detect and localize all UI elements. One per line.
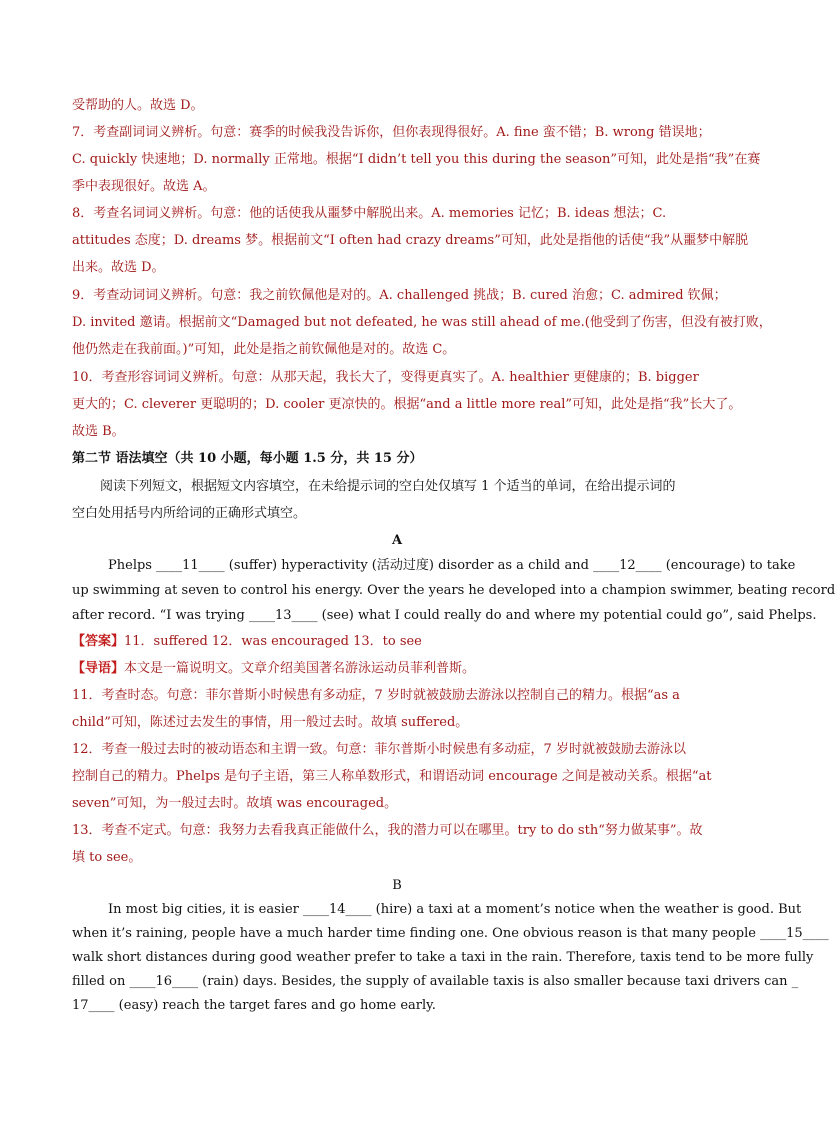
text-line: 更大的；C. cleverer 更聪明的；D. cooler 更凉快的。根据“and a little more real”可知，此处是指“我”长大了。	[72, 397, 742, 412]
answer-tag: 【答案】	[72, 634, 125, 649]
passage-text: 17____ (easy) reach the target fares and go home early.	[72, 998, 436, 1013]
passage-text: In most big cities, it is easier ____14____ (hire) a taxi at a moment’s notice when the weather is good. But	[108, 902, 802, 917]
guide-text: 本文是一篇说明文。文章介绍美国著名游泳运动员菲利普斯。	[124, 661, 476, 676]
text-line: 7．考查副词词义辨析。句意：赛季的时候我没告诉你，但你表现得很好。A. fine 蛮不错；B. wrong 错误地；	[72, 125, 711, 140]
text-line: 8．考查名词词义辨析。句意：他的话使我从噩梦中解脱出来。A. memories 记忆；B. ideas 想法；C.	[72, 206, 667, 221]
instruction-text: 空白处用括号内所给词的正确形式填空。	[72, 506, 307, 521]
instruction-text: 阅读下列短文，根据短文内容填空，在未给提示词的空白处仅填写 1 个适当的单词，在给出提示词的	[100, 479, 676, 494]
section-heading: 第二节 语法填空（共 10 小题，每小题 1.5 分，共 15 分）	[72, 451, 423, 466]
text-line: 9．考查动词词义辨析。句意：我之前钦佩他是对的。A. challenged 挑战；B. cured 治愈；C. admired 钦佩；	[72, 288, 727, 303]
explanation-line: 填 to see。	[72, 850, 142, 865]
text-line: C. quickly 快速地；D. normally 正常地。根据“I didn’t tell you this during the season”可知，此处是指“我”在赛	[72, 152, 761, 167]
passage-text: Phelps ____11____ (suffer) hyperactivity (活动过度) disorder as a child and ____12____ (encourage) to take	[108, 558, 796, 573]
text-line: D. invited 邀请。根据前文“Damaged but not defeated, he was still ahead of me.(他受到了伤害，但没有被打败，	[72, 315, 772, 330]
answer-text: 11．suffered 12．was encouraged 13．to see	[124, 634, 422, 649]
passage-text: after record. “I was trying ____13____ (see) what I could really do and where my potential could go”, said Phelps.	[72, 608, 817, 623]
text-line: 出来。故选 D。	[72, 260, 165, 275]
explanation-line: 控制自己的精力。Phelps 是句子主语，第三人称单数形式，和谓语动词 encourage 之间是被动关系。根据“at	[72, 769, 712, 784]
text-line: 他仍然走在我前面。)”可知，此处是指之前钦佩他是对的。故选 C。	[72, 342, 456, 357]
answer-line	[72, 633, 724, 651]
text-line: attitudes 态度；D. dreams 梦。根据前文“I often had crazy dreams”可知，此处是指他的话使“我”从噩梦中解脱	[72, 233, 749, 248]
passage-text: up swimming at seven to control his energy. Over the years he developed into a champion swimmer, beating record	[72, 583, 835, 598]
explanation-line: 11．考查时态。句意：菲尔普斯小时候患有多动症，7 岁时就被鼓励去游泳以控制自己的精力。根据“as a	[72, 688, 680, 703]
passage-text: filled on ____16____ (rain) days. Besides, the supply of available taxis is also smaller because taxi drivers can _	[72, 974, 799, 989]
explanation-line: seven”可知，为一般过去时。故填 was encouraged。	[72, 796, 398, 811]
text-line: 季中表现很好。故选 A。	[72, 179, 216, 194]
passage-a-letter: A	[391, 533, 403, 548]
guide-line	[72, 660, 724, 678]
passage-text: when it’s raining, people have a much harder time finding one. One obvious reason is that many people ____15____	[72, 926, 829, 941]
text-line: 故选 B。	[72, 424, 125, 439]
text-line: 受帮助的人。故选 D。	[72, 98, 204, 113]
explanation-line: 12．考查一般过去时的被动语态和主谓一致。句意：菲尔普斯小时候患有多动症，7 岁时就被鼓励去游泳以	[72, 742, 686, 757]
passage-text: walk short distances during good weather prefer to take a taxi in the rain. Therefore, taxis tend to be more fully	[72, 950, 814, 965]
text-line: 10．考查形容词词义辨析。句意：从那天起，我长大了，变得更真实了。A. healthier 更健康的；B. bigger	[72, 370, 699, 385]
explanation-line: child”可知，陈述过去发生的事情，用一般过去时。故填 suffered。	[72, 715, 469, 730]
explanation-line: 13．考查不定式。句意：我努力去看我真正能做什么，我的潜力可以在哪里。try to do sth“努力做某事”。故	[72, 823, 703, 838]
passage-b-letter: B	[392, 878, 402, 893]
guide-tag: 【导语】	[72, 661, 125, 676]
